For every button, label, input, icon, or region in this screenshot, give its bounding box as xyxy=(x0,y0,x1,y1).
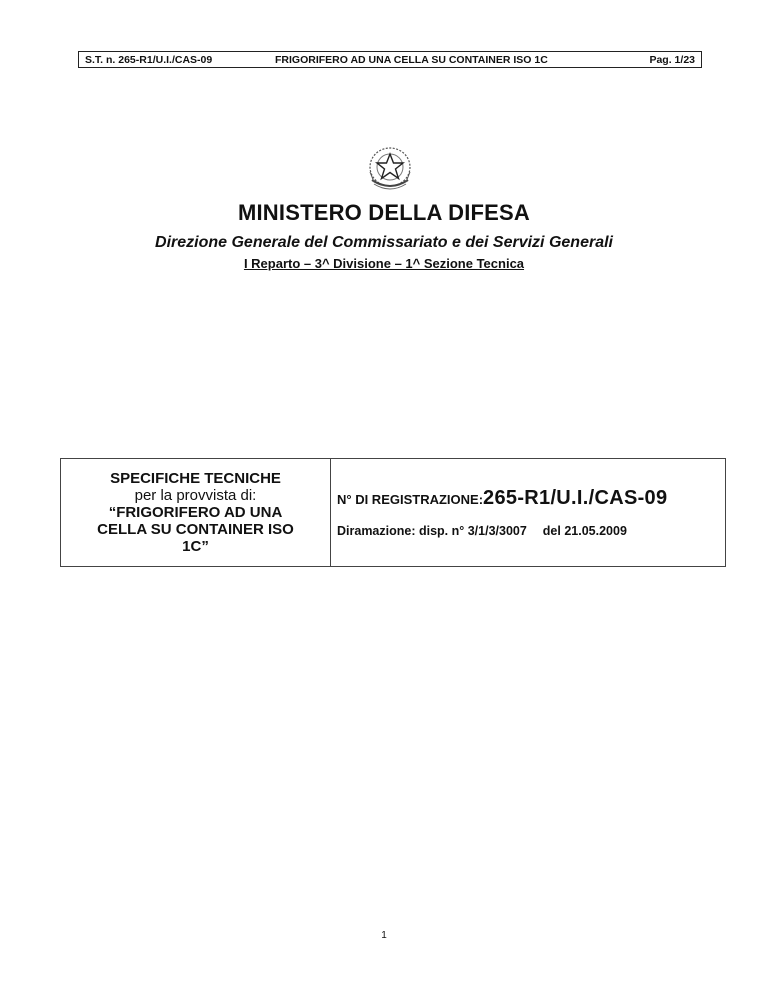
spec-intro: per la provvista di: xyxy=(134,487,257,504)
directorate-name: Direzione Generale del Commissariato e dei Servizi Generali xyxy=(155,234,613,251)
spec-subject-line3: 1C” xyxy=(182,538,209,555)
document-short-title: FRIGORIFERO AD UNA CELLA SU CONTAINER ISO 1C xyxy=(275,53,548,66)
diramazione-date: del 21.05.2009 xyxy=(542,524,627,538)
spec-title-cell xyxy=(61,459,331,566)
registration-label: N° DI REGISTRAZIONE: xyxy=(337,492,484,507)
spec-heading: SPECIFICHE TECNICHE xyxy=(110,470,281,487)
spec-registration-cell xyxy=(331,459,725,566)
spec-subject-line2: CELLA SU CONTAINER ISO xyxy=(97,521,294,538)
department-line xyxy=(0,256,768,271)
registration-line xyxy=(337,487,725,510)
page-indicator: Pag. 1/23 xyxy=(649,53,695,66)
document-code: S.T. n. 265-R1/U.I./CAS-09 xyxy=(85,53,213,66)
specifications-table xyxy=(60,458,726,567)
diramazione-line xyxy=(337,524,725,538)
running-header xyxy=(78,51,702,68)
spec-subject-line1: “FRIGORIFERO AD UNA xyxy=(108,504,283,521)
registration-number: 265-R1/U.I./CAS-09 xyxy=(483,487,668,509)
ministry-title: MINISTERO DELLA DIFESA xyxy=(237,200,531,225)
italian-republic-emblem-icon xyxy=(360,142,420,196)
department-text: I Reparto – 3^ Divisione – 1^ Sezione Tecnica xyxy=(243,256,525,271)
page-number: 1 xyxy=(381,930,387,941)
diramazione-text: Diramazione: disp. n° 3/1/3/3007 xyxy=(337,524,527,538)
